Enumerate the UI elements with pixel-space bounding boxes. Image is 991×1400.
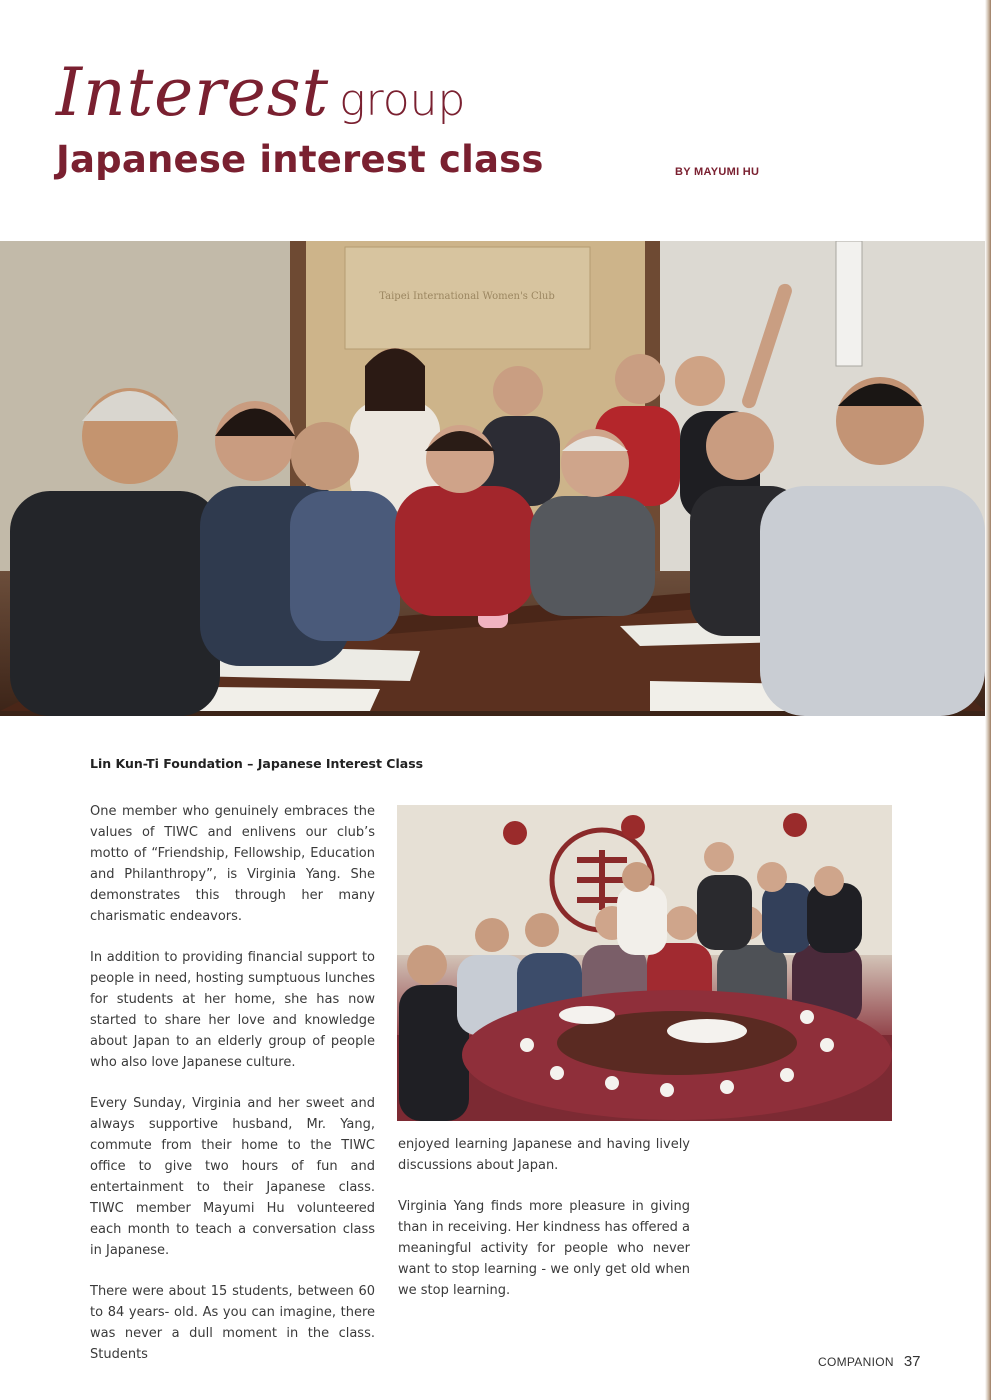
page-number: 37 bbox=[903, 1353, 921, 1370]
plaque-text: Taipei International Women's Club bbox=[379, 291, 555, 302]
paragraph: There were about 15 students, between 60 to 84 years- old. As you can imagine, there was never a dull moment in the class. Students bbox=[90, 1284, 375, 1362]
paragraph: enjoyed learning Japanese and having lively discussions about Japan. bbox=[398, 1137, 690, 1173]
article-title: Japanese interest class bbox=[56, 138, 544, 181]
page-edge bbox=[985, 0, 991, 1400]
restaurant-illustration bbox=[397, 805, 892, 1121]
paragraph: Virginia Yang finds more pleasure in giving than in receiving. Her kindness has offered a meaningful activity for people who never want to stop learning - we only get old when we stop learning. bbox=[398, 1199, 690, 1298]
paragraph: Every Sunday, Virginia and her sweet and always supportive husband, Mr. Yang, commute from their home to the TIWC office to give two hours of fun and entertainment to their Japanese class. TIWC member Mayumi Hu volunteered each month to teach a conversation class in Japanese. bbox=[90, 1096, 375, 1258]
kicker-script: Interest bbox=[56, 54, 330, 131]
byline: BY MAYUMI HU bbox=[675, 166, 760, 178]
magazine-name: COMPANION bbox=[818, 1355, 894, 1369]
article-column-right bbox=[398, 1134, 690, 1321]
classroom-illustration bbox=[0, 241, 985, 716]
page-footer bbox=[818, 1351, 921, 1370]
group-photo-classroom bbox=[0, 241, 985, 716]
article-column-left bbox=[90, 801, 375, 1385]
group-photo-restaurant bbox=[397, 805, 892, 1121]
photo-caption: Lin Kun-Ti Foundation – Japanese Interest Class bbox=[90, 756, 424, 771]
paragraph: One member who genuinely embraces the values of TIWC and enlivens our club’s motto of “Friendship, Fellowship, Education and Philanthropy”, is Virginia Yang. She demonstrates this through her many charismatic endeavors. bbox=[90, 804, 375, 924]
section-kicker bbox=[56, 54, 465, 134]
paragraph: In addition to providing financial support to people in need, hosting sumptuous lunches for students at her home, she has now started to share her love and knowledge about Japan to an elderly group of people who also love Japanese culture. bbox=[90, 950, 375, 1070]
kicker-plain: group bbox=[339, 75, 466, 126]
